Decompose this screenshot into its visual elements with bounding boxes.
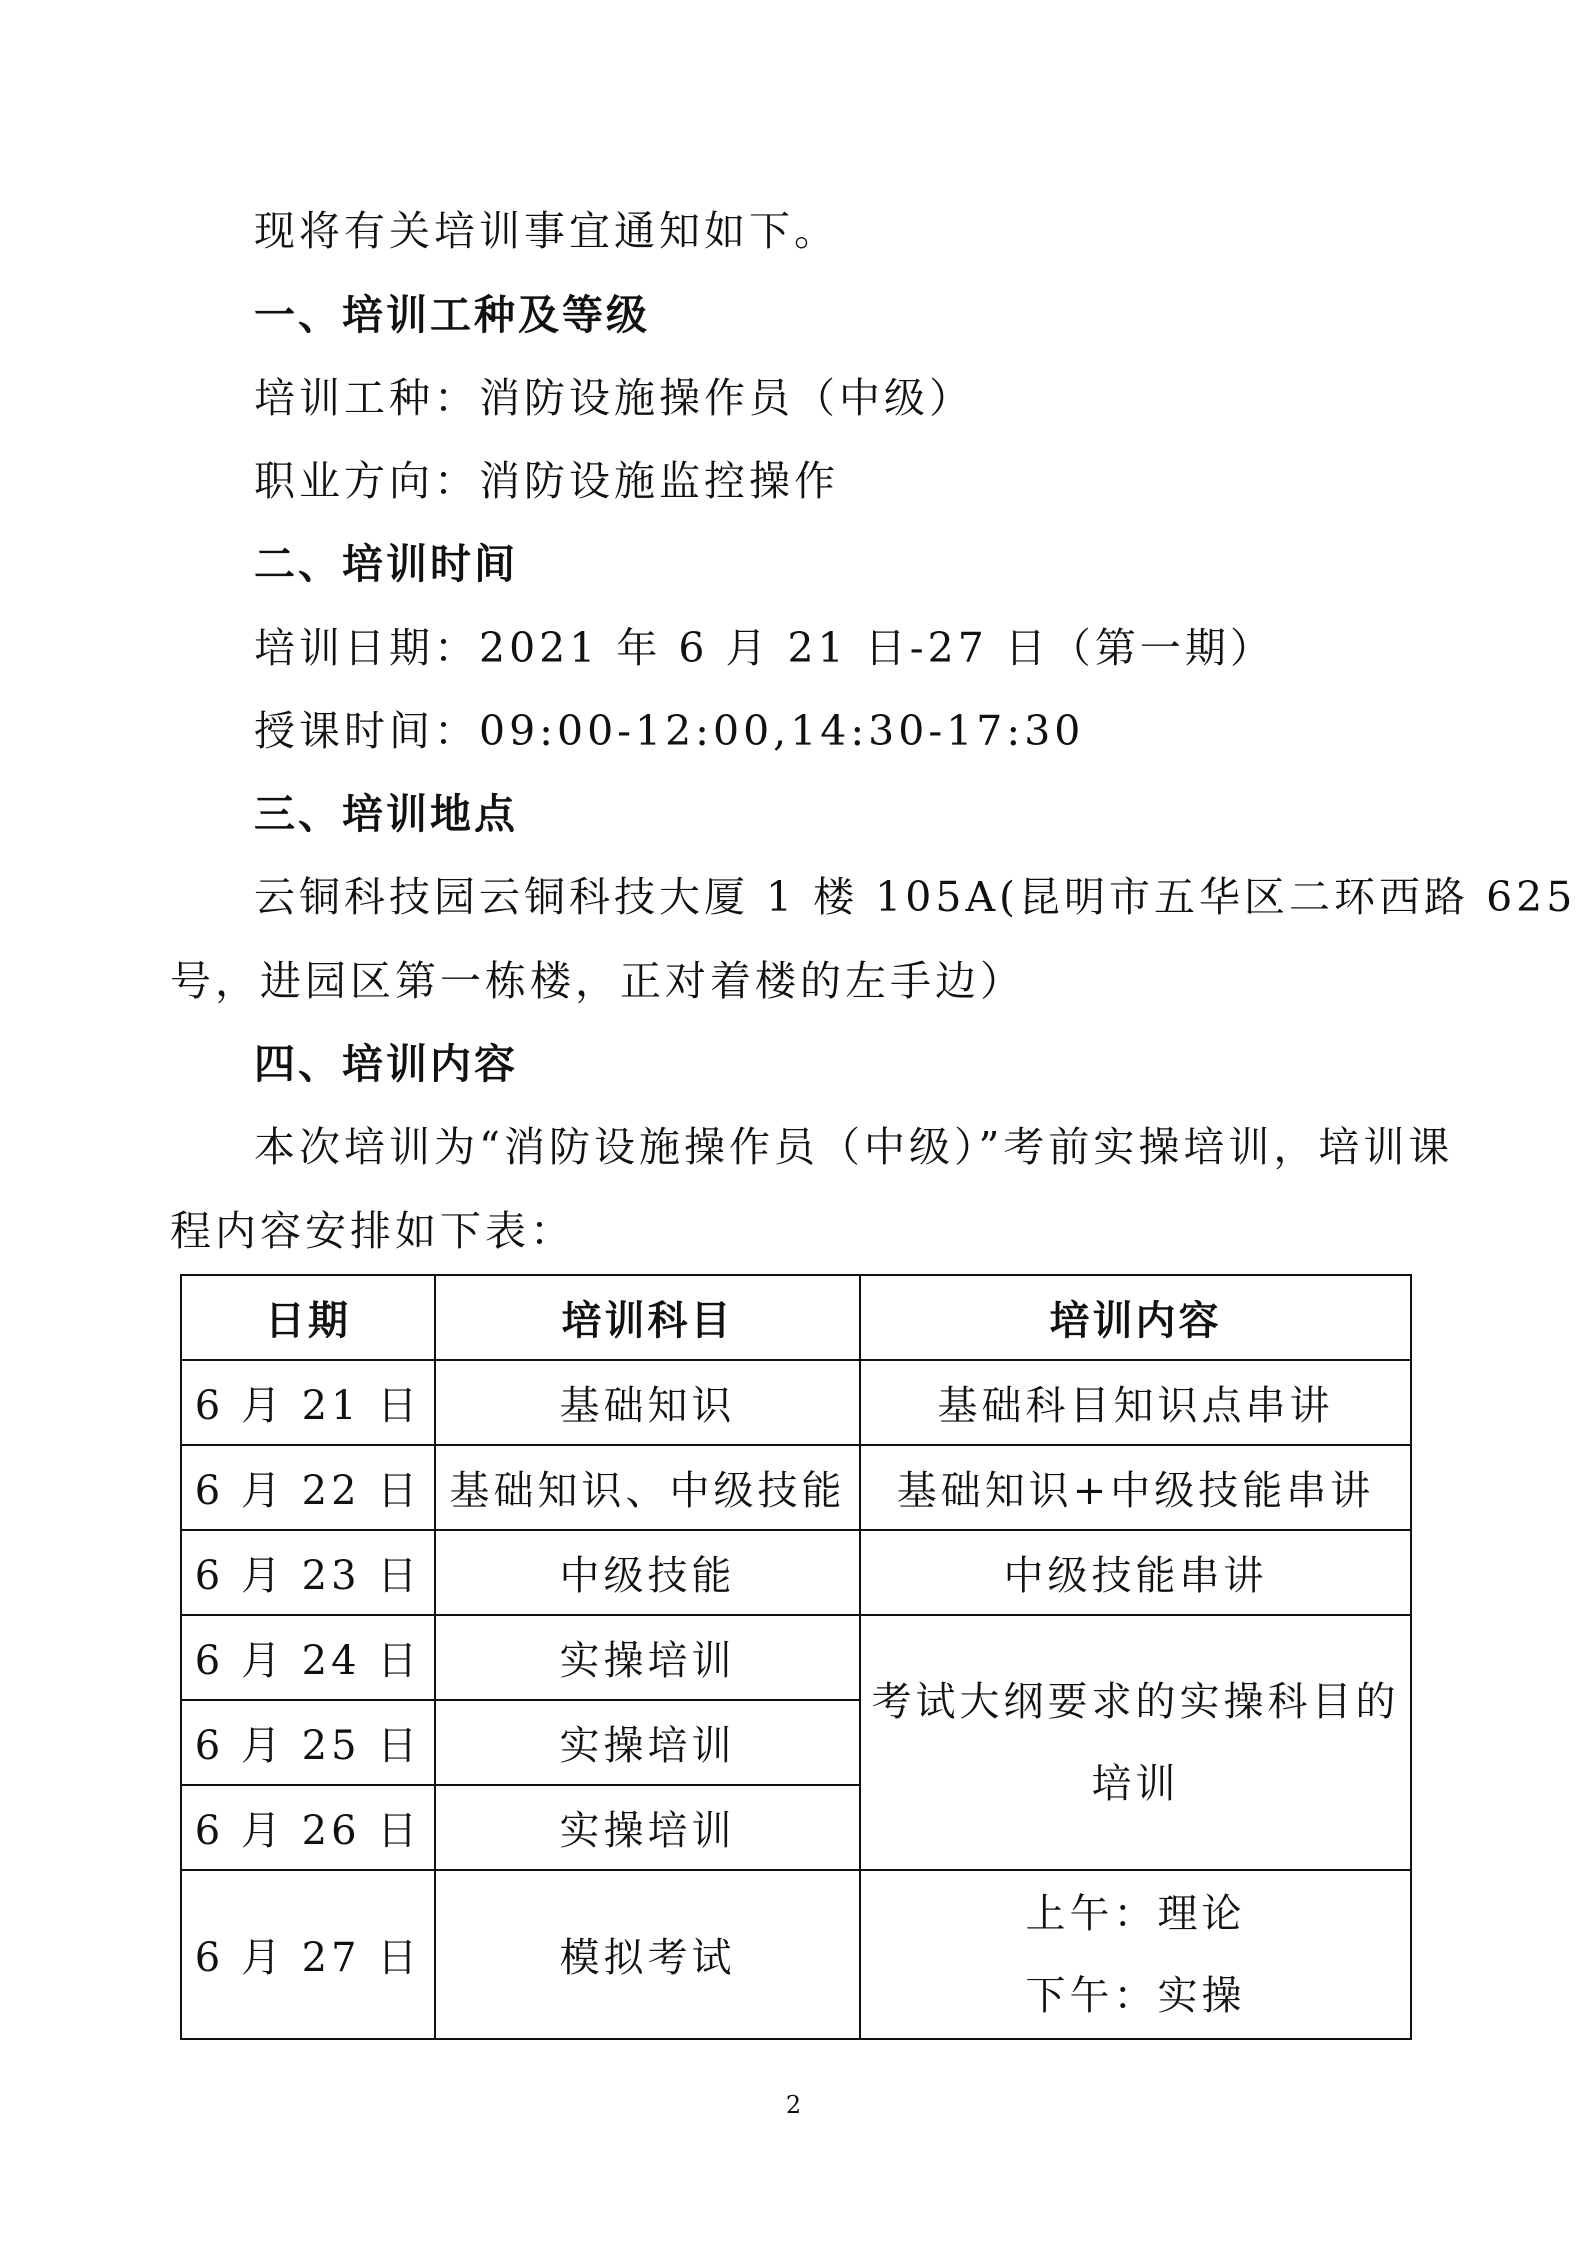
content-text-line-2: 程内容安排如下表： xyxy=(170,1207,575,1255)
table-row xyxy=(181,1360,1411,1445)
content-text-line-1: 本次培训为“消防设施操作员（中级）”考前实操培训，培训课 xyxy=(254,1123,1454,1171)
career-direction-line: 职业方向：消防设施监控操作 xyxy=(254,457,839,505)
row-content xyxy=(860,1870,1411,2039)
content-line-1: 上午：理论 xyxy=(1025,1890,1246,1937)
content-line-2: 培训 xyxy=(1091,1760,1180,1807)
section-1-heading: 一、培训工种及等级 xyxy=(254,291,650,339)
address-line-1: 云铜科技园云铜科技大厦 1 楼 105A(昆明市五华区二环西路 625 xyxy=(254,873,1577,921)
section-3-heading: 三、培训地点 xyxy=(254,790,518,838)
row-content: 基础知识+中级技能串讲 xyxy=(860,1445,1411,1530)
address-line-2: 号，进园区第一栋楼，正对着楼的左手边） xyxy=(170,957,1025,1005)
practical-training-content-cell xyxy=(860,1615,1411,1870)
row-content: 基础科目知识点串讲 xyxy=(860,1360,1411,1445)
row-date: 6 月 25 日 xyxy=(181,1700,435,1785)
table-row xyxy=(181,1615,1411,1700)
row-subject: 基础知识 xyxy=(435,1360,860,1445)
table-header-row xyxy=(181,1275,1411,1360)
row-content: 中级技能串讲 xyxy=(860,1530,1411,1615)
row-date: 6 月 24 日 xyxy=(181,1615,435,1700)
header-content: 培训内容 xyxy=(860,1275,1411,1360)
row-subject: 实操培训 xyxy=(435,1785,860,1870)
table-row xyxy=(181,1870,1411,2039)
row-subject: 模拟考试 xyxy=(435,1870,860,2039)
row-subject: 基础知识、中级技能 xyxy=(435,1445,860,1530)
row-date: 6 月 23 日 xyxy=(181,1530,435,1615)
header-subject: 培训科目 xyxy=(435,1275,860,1360)
row-date: 6 月 27 日 xyxy=(181,1870,435,2039)
row-date: 6 月 21 日 xyxy=(181,1360,435,1445)
row-subject: 实操培训 xyxy=(435,1700,860,1785)
row-date: 6 月 26 日 xyxy=(181,1785,435,1870)
row-subject: 实操培训 xyxy=(435,1615,860,1700)
section-2-heading: 二、培训时间 xyxy=(254,540,518,588)
section-4-heading: 四、培训内容 xyxy=(254,1040,518,1088)
intro-paragraph: 现将有关培训事宜通知如下。 xyxy=(254,207,839,255)
training-date-line: 培训日期：2021 年 6 月 21 日-27 日（第一期） xyxy=(254,624,1275,672)
header-date: 日期 xyxy=(181,1275,435,1360)
class-hours-line: 授课时间：09:00-12:00,14:30-17:30 xyxy=(254,707,1085,755)
page-number: 2 xyxy=(785,2091,802,2119)
job-type-line: 培训工种：消防设施操作员（中级） xyxy=(254,374,974,422)
row-date: 6 月 22 日 xyxy=(181,1445,435,1530)
content-line-2: 下午：实操 xyxy=(1025,1972,1246,2019)
content-line-1: 考试大纲要求的实操科目的 xyxy=(871,1678,1400,1725)
schedule-table xyxy=(180,1274,1412,2040)
table-row xyxy=(181,1530,1411,1615)
table-row xyxy=(181,1445,1411,1530)
row-subject: 中级技能 xyxy=(435,1530,860,1615)
